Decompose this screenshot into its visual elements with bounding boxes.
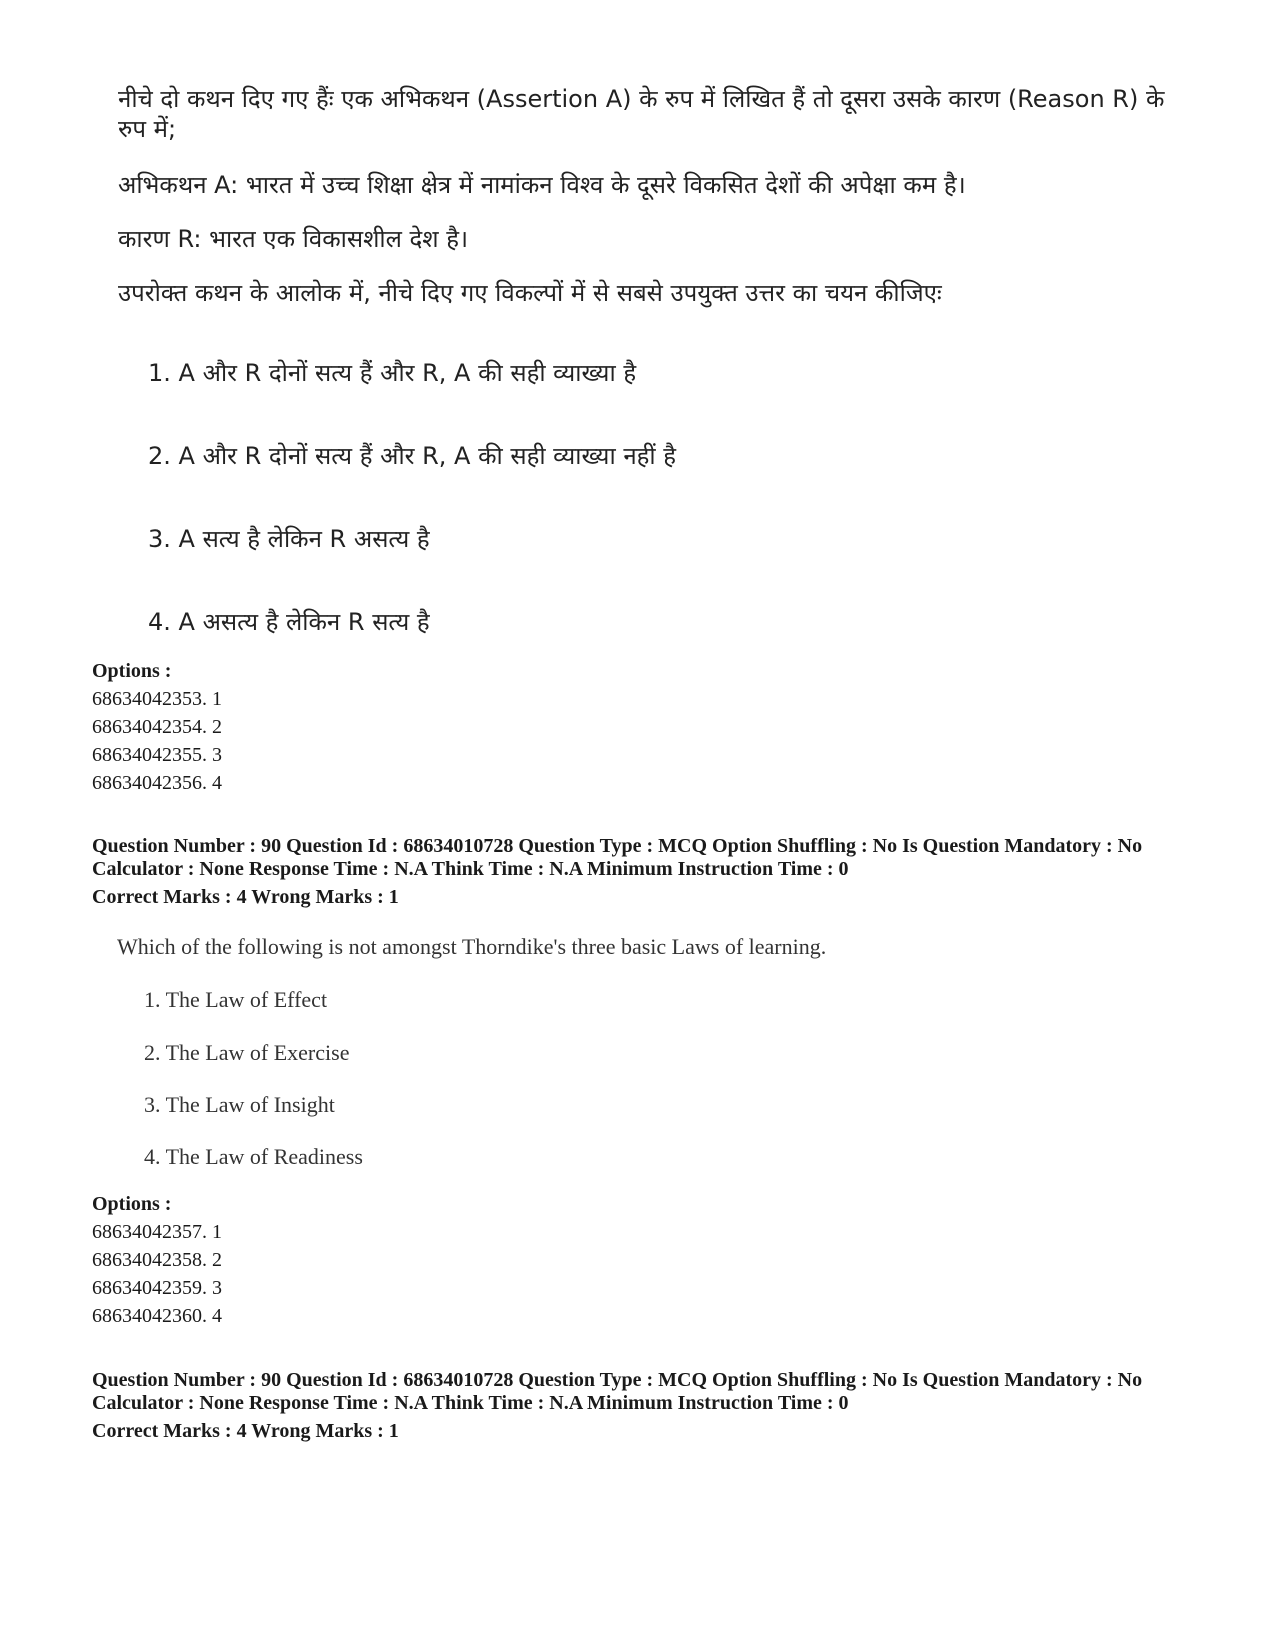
instruction-text: उपरोक्त कथन के आलोक में, नीचे दिए गए विकल्पों में से सबसे उपयुक्त उत्तर का चयन कीजिएः [118,279,942,307]
english-choice: 3. The Law of Insight [144,1092,335,1117]
english-choice: 2. The Law of Exercise [144,1040,350,1065]
option-id-line: 68634042360. 4 [92,1305,222,1327]
english-choice: 4. The Law of Readiness [144,1144,363,1169]
options-heading: Options : [92,660,172,682]
option-id-line: 68634042358. 2 [92,1249,222,1271]
option-id-line: 68634042353. 1 [92,688,222,710]
reason-text: कारण R: भारत एक विकासशील देश है। [118,225,469,253]
hindi-choice: 4. A असत्य है लेकिन R सत्य है [148,608,430,636]
hindi-choice: 2. A और R दोनों सत्य हैं और R, A की सही व्याख्या नहीं है [148,442,676,470]
hindi-choice: 1. A और R दोनों सत्य हैं और R, A की सही व्याख्या है [148,359,637,387]
options-heading: Options : [92,1193,172,1215]
english-choice: 1. The Law of Effect [144,987,328,1012]
option-id-line: 68634042356. 4 [92,772,222,794]
option-id-line: 68634042354. 2 [92,716,222,738]
question-marks: Correct Marks : 4 Wrong Marks : 1 [92,1420,399,1442]
option-id-line: 68634042359. 3 [92,1277,222,1299]
question-meta: Question Number : 90 Question Id : 68634010728 Question Type : MCQ Option Shuffling : No Is Question Mandatory : No Calculator : None Response Time : N.A Think Time : N.A Minimum Instruction Time : 0 [92,1369,1143,1414]
hindi-choice: 3. A सत्य है लेकिन R असत्य है [148,525,430,553]
question-stem-english: Which of the following is not amongst Thorndike's three basic Laws of learning. [117,934,827,959]
assertion-text: अभिकथन A: भारत में उच्च शिक्षा क्षेत्र में नामांकन विश्व के दूसरे विकसित देशों की अपेक्षा कम है। [118,171,966,199]
question-meta: Question Number : 90 Question Id : 68634010728 Question Type : MCQ Option Shuffling : No Is Question Mandatory : No Calculator : None Response Time : N.A Think Time : N.A Minimum Instruction Time : 0 [92,835,1143,880]
option-id-line: 68634042357. 1 [92,1221,222,1243]
option-id-line: 68634042355. 3 [92,744,222,766]
question-intro-hindi: नीचे दो कथन दिए गए हैंः एक अभिकथन (Assertion A) के रुप में लिखित हैं तो दूसरा उसके कारण (Reason R) के रुप में; [118,85,1165,143]
question-marks: Correct Marks : 4 Wrong Marks : 1 [92,886,399,908]
